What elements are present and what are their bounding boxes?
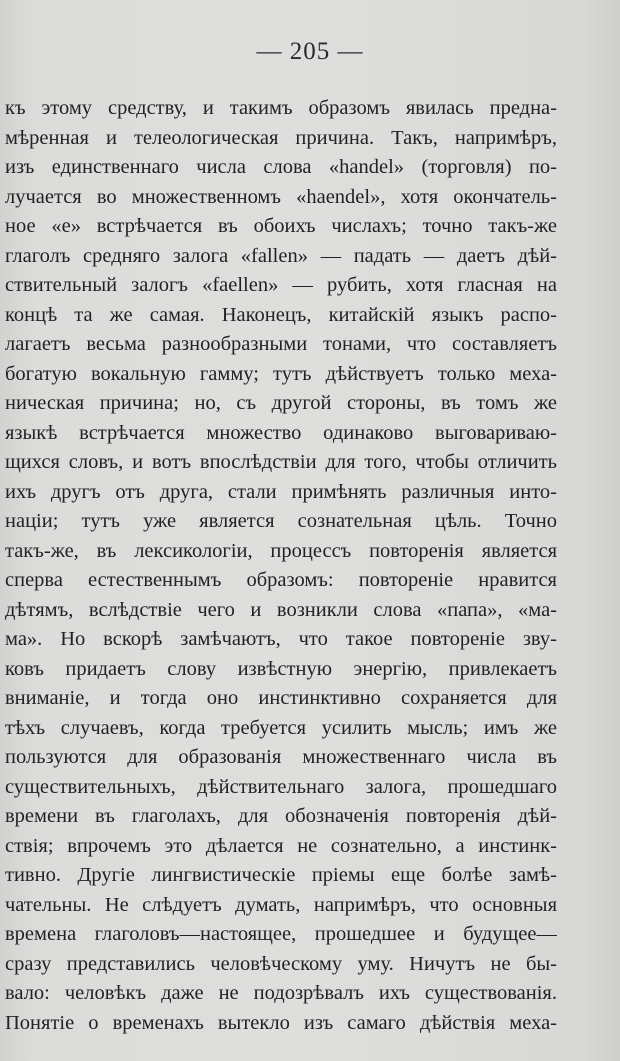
- text-line: чательны. Не слѣдуетъ думать, напримѣръ, что основныя: [5, 893, 557, 916]
- text-line: ствія; впрочемъ это дѣлается не сознательно, а инстинк-: [5, 834, 557, 857]
- text-line: дѣтямъ, вслѣдствіе чего и возникли слова «папа», «ма-: [5, 598, 557, 621]
- text-line: лучается во множественномъ «haendel», хотя окончатель-: [5, 185, 557, 208]
- text-line: тивно. Другіе лингвистическіе пріемы еще болѣе замѣ-: [5, 864, 557, 886]
- text-line: сперва естественнымъ образомъ: повтореніе нравится: [5, 569, 557, 591]
- text-line: сразу представились человѣческому уму. Ничутъ не бы-: [5, 952, 557, 975]
- text-line: мѣренная и телеологическая причина. Такъ, напримѣръ,: [5, 126, 557, 149]
- text-line: такъ-же, въ лексикологіи, процессъ повторенія является: [5, 539, 557, 562]
- text-line: времена глаголовъ—настоящее, прошедшее и будущее—: [5, 923, 557, 945]
- text-line: націи; тутъ уже является сознательная цѣль. Точно: [5, 510, 557, 532]
- text-line: времени въ глаголахъ, для обозначенія повторенія дѣй-: [5, 805, 557, 827]
- text-line: глаголъ средняго залога «fallen» — падать — даетъ дѣй-: [5, 244, 557, 267]
- text-line: ствительный залогъ «faellen» — рубить, хотя гласная на: [5, 274, 557, 296]
- text-line: вниманіе, и тогда оно инстинктивно сохраняется для: [5, 687, 557, 709]
- text-line: Понятіе о временахъ вытекло изъ самаго дѣйствія меха-: [5, 1011, 557, 1034]
- text-line: лагаетъ весьма разнообразными тонами, что составляетъ: [5, 333, 557, 355]
- text-line: существительныхъ, дѣйствительнаго залога, прошедшаго: [5, 775, 557, 798]
- page-number: — 205 —: [256, 38, 364, 65]
- text-line: щихся словъ, и вотъ впослѣдствіи для того, чтобы отличить: [5, 451, 557, 473]
- text-line: богатую вокальную гамму; тутъ дѣйствуетъ только меха-: [5, 362, 557, 385]
- text-line: вало: человѣкъ даже не подозрѣвалъ ихъ существованія.: [5, 982, 557, 1004]
- body-text: [5, 94, 557, 1038]
- text-line: изъ единственнаго числа слова «handel» (торговля) по-: [5, 156, 557, 178]
- text-line: ническая причина; но, съ другой стороны, въ томъ же: [5, 392, 557, 414]
- text-line: пользуются для образованія множественнаго числа въ: [5, 746, 557, 768]
- text-line: ма». Но вскорѣ замѣчаютъ, что такое повтореніе зву-: [5, 628, 557, 650]
- text-line: ное «e» встрѣчается въ обоихъ числахъ; точно такъ-же: [5, 215, 557, 237]
- text-line: ковъ придаетъ слову извѣстную энергію, привлекаетъ: [5, 657, 557, 680]
- text-line: языкѣ встрѣчается множество одинаково выговариваю-: [5, 421, 557, 444]
- text-line: концѣ та же самая. Наконецъ, китайскій языкъ распо-: [5, 303, 557, 326]
- text-line: ихъ другъ отъ друга, стали примѣнять различныя инто-: [5, 480, 557, 503]
- text-line: къ этому средству, и такимъ образомъ явилась предна-: [5, 97, 557, 119]
- text-line: тѣхъ случаевъ, когда требуется усилить мысль; имъ же: [5, 716, 557, 739]
